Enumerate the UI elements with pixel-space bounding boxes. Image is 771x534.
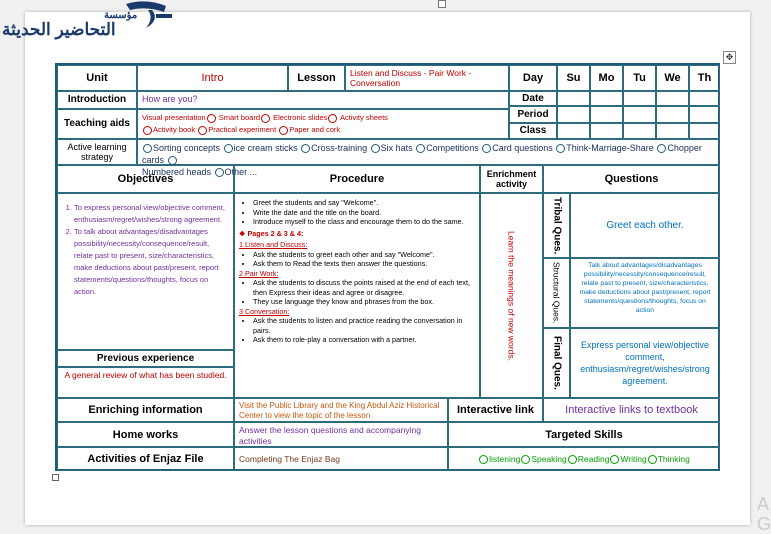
objective-item: 1. To express personal view/objective comment, enthusiasm/regret/wishes/strong agreement. (74, 202, 229, 226)
checkbox-circle-icon[interactable] (521, 455, 530, 464)
class-label: Class (509, 123, 557, 139)
procedure-step: • Ask the students to greet each other and say "Welcome". (253, 250, 475, 260)
skill-item: Reading (577, 454, 610, 464)
checkbox-circle-icon[interactable] (198, 126, 207, 135)
checkbox-circle-icon[interactable] (301, 144, 310, 153)
final-ques-value: Express personal view/objective comment, enthusiasm/regret/wishes/strong agreement. (570, 328, 720, 398)
objectives-cell (57, 193, 234, 350)
teaching-aid-item: Practical experiment (208, 125, 277, 134)
procedure-step: • Ask them to role-play a conversation with a partner. (253, 335, 475, 345)
skill-item: Speaking (531, 454, 567, 464)
tribal-ques-label: Tribal Ques. (543, 193, 570, 258)
class-cell[interactable] (623, 123, 656, 139)
watermark-glyph: A G (757, 494, 771, 534)
day-we: We (656, 65, 689, 91)
checkbox-circle-icon[interactable] (657, 144, 666, 153)
strategy-item: Numbered heads (142, 167, 212, 177)
date-cell[interactable] (590, 91, 623, 106)
day-su: Su (557, 65, 590, 91)
checkbox-circle-icon[interactable] (207, 114, 216, 123)
checkbox-circle-icon[interactable] (224, 144, 233, 153)
interactive-link-label: Interactive link (448, 398, 543, 422)
class-cell[interactable] (689, 123, 720, 139)
diamond-bullet-icon: ❖ (239, 228, 248, 238)
day-th: Th (689, 65, 720, 91)
teaching-aid-item: Smart board (218, 113, 261, 122)
period-cell[interactable] (557, 106, 590, 123)
date-cell[interactable] (656, 91, 689, 106)
section-title: 3 Conversation: (239, 306, 290, 316)
class-cell[interactable] (656, 123, 689, 139)
procedure-step: • Ask them to Read the texts then answer the questions. (253, 259, 475, 269)
day-mo: Mo (590, 65, 623, 91)
introduction-label: Introduction (57, 91, 137, 109)
day-tu: Tu (623, 65, 656, 91)
previous-experience-value: A general review of what has been studied. (57, 367, 234, 398)
logo-main-text: التحاضير الحديثة (2, 20, 116, 39)
class-cell[interactable] (590, 123, 623, 139)
objectives-heading: Objectives (57, 165, 234, 193)
period-cell[interactable] (689, 106, 720, 123)
period-cell[interactable] (656, 106, 689, 123)
checkbox-circle-icon[interactable] (568, 455, 577, 464)
strategy-item: Card questions (492, 143, 553, 153)
checkbox-circle-icon[interactable] (261, 114, 270, 123)
teaching-aid-item: Visual presentation (142, 113, 206, 122)
previous-experience-heading: Previous experience (57, 350, 234, 367)
section-title: 1 Listen and Discuss: (239, 240, 308, 249)
teaching-aid-item: Electronic slides (273, 113, 328, 122)
skill-item: Thinking (657, 454, 690, 464)
skill-item: Writing (620, 454, 647, 464)
enjaz-activities-value: Completing The Enjaz Bag (234, 447, 448, 471)
checkbox-circle-icon[interactable] (482, 144, 491, 153)
active-learning-label: Active learning strategy (57, 139, 137, 165)
targeted-skills-label: Targeted Skills (448, 422, 720, 447)
procedure-cell (234, 193, 480, 398)
checkbox-circle-icon[interactable] (168, 156, 177, 165)
teaching-aid-item: Activity book (153, 125, 196, 134)
strategy-item: Think-Marriage-Share (566, 143, 654, 153)
checkbox-circle-icon[interactable] (556, 144, 565, 153)
checkbox-circle-icon[interactable] (610, 455, 619, 464)
procedure-step: • Write the date and the title on the board. (253, 208, 475, 218)
strategy-item: Other ... (224, 167, 258, 177)
period-label: Period (509, 106, 557, 123)
questions-heading: Questions (543, 165, 720, 193)
teaching-aids-list (137, 109, 509, 139)
day-label: Day (509, 65, 557, 91)
checkbox-circle-icon[interactable] (279, 126, 288, 135)
strategy-item: Sorting concepts (153, 143, 221, 153)
lesson-label: Lesson (288, 65, 345, 91)
table-move-handle-icon[interactable]: ✥ (723, 51, 736, 64)
interactive-link-value[interactable]: Interactive links to textbook (543, 398, 720, 422)
date-cell[interactable] (623, 91, 656, 106)
checkbox-circle-icon[interactable] (479, 455, 488, 464)
class-cell[interactable] (557, 123, 590, 139)
final-ques-label: Final Ques. (543, 328, 570, 398)
lesson-value: Listen and Discuss - Pair Work - Conversation (345, 65, 509, 91)
pages-heading: Pages 2 & 3 & 4: (247, 228, 304, 238)
checkbox-circle-icon[interactable] (648, 455, 657, 464)
procedure-step: • Introduce myself to the class and encourage them to do the same. (253, 217, 475, 227)
logo-small-text: مؤسسة (104, 10, 138, 21)
checkbox-circle-icon[interactable] (328, 114, 337, 123)
checkbox-circle-icon[interactable] (416, 144, 425, 153)
procedure-step: • They use language they know and phrases from the box. (253, 297, 475, 307)
checkbox-circle-icon[interactable] (143, 144, 152, 153)
strategy-item: Six hats (380, 143, 413, 153)
lesson-plan-table (55, 63, 720, 471)
home-works-label: Home works (57, 422, 234, 447)
enrichment-heading: Enrichment activity (480, 165, 543, 193)
tribal-ques-value: Greet each other. (570, 193, 720, 258)
introduction-value: How are you? (137, 91, 509, 109)
checkbox-circle-icon[interactable] (143, 126, 152, 135)
period-cell[interactable] (623, 106, 656, 123)
procedure-step: • Greet the students and say "Welcome". (253, 198, 475, 208)
pages-line (239, 229, 475, 239)
home-works-value: Answer the lesson questions and accompanying activities (234, 422, 448, 447)
enriching-info-label: Enriching information (57, 398, 234, 422)
teaching-aids-label: Teaching aids (57, 109, 137, 139)
objective-item: 2. To talk about advantages/disadvantages possibility/necessity/consequence/result, relate past to present, size/characteristics, make deductions about past/present, report statements/questions/thoughts, focus on action. (74, 226, 229, 298)
strategy-item: ice cream sticks (233, 143, 298, 153)
targeted-skills-list (448, 447, 720, 471)
unit-value: Intro (137, 65, 288, 91)
procedure-heading: Procedure (234, 165, 480, 193)
logo (0, 0, 180, 42)
enrichment-value: Learn the meanings of new words. (480, 193, 543, 398)
unit-label: Unit (57, 65, 137, 91)
enjaz-activities-label: Activities of Enjaz File (57, 447, 234, 471)
structural-ques-value: Talk about advantages/disadvantages possibility/necessity/consequence/result, relate past to present, size/characteristics, make deductions about past/present, report statements/questions/thoughts, focus on action (570, 258, 720, 328)
period-cell[interactable] (590, 106, 623, 123)
structural-ques-label: Structural Ques. (543, 258, 570, 328)
date-cell[interactable] (689, 91, 720, 106)
strategy-item: Competitions (426, 143, 479, 153)
teaching-aid-item: Activity sheets (340, 113, 388, 122)
table-resize-handle[interactable] (52, 474, 59, 481)
strategy-item: Cross-training (311, 143, 368, 153)
procedure-step: • Ask the students to discuss the points raised at the end of each text, then Express their ideas and agree or disagree. (253, 278, 475, 297)
ruler-marker[interactable] (438, 0, 446, 8)
date-label: Date (509, 91, 557, 106)
checkbox-circle-icon[interactable] (371, 144, 380, 153)
enriching-info-value: Visit the Public Library and the King Abdul Aziz Historical Center to view the topic of the lesson (234, 398, 448, 422)
procedure-step: • Ask the students to listen and practice reading the conversation in pairs. (253, 316, 475, 335)
date-cell[interactable] (557, 91, 590, 106)
strategies-list (137, 139, 720, 177)
strategy-item: Chopper cards (142, 143, 702, 165)
teaching-aid-item: Paper and cork (289, 125, 341, 134)
skill-item: listening (489, 454, 521, 464)
section-title: 2 Pair Work: (239, 268, 279, 278)
